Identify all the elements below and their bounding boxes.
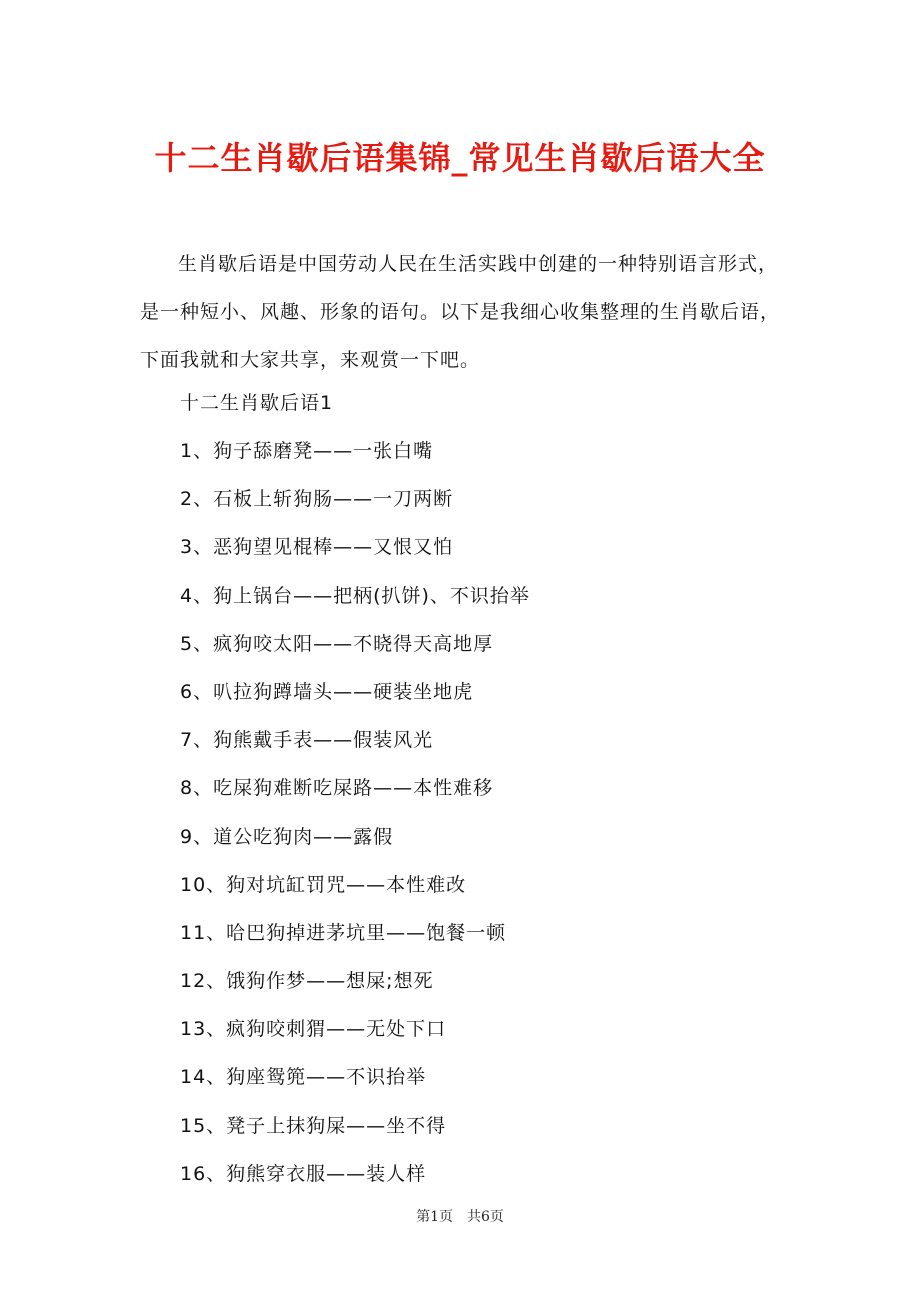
page-number: 第1页 [416, 1209, 453, 1225]
list-item: 8、吃屎狗难断吃屎路——本性难移 [180, 777, 494, 800]
list-item: 4、狗上锅台——把柄(扒饼)、不识抬举 [180, 584, 530, 607]
list-item: 5、疯狗咬太阳——不晓得天高地厚 [180, 632, 494, 655]
list-item: 10、狗对坑缸罚咒——本性难改 [180, 873, 467, 896]
list-item: 11、哈巴狗掉进茅坑里——饱餐一顿 [180, 921, 507, 944]
list-item: 15、凳子上抹狗屎——坐不得 [180, 1114, 447, 1137]
list-item: 3、恶狗望见棍棒——又恨又怕 [180, 536, 454, 559]
section-title: 十二生肖歇后语1 [180, 392, 334, 414]
list-item: 16、狗熊穿衣服——装人样 [180, 1162, 427, 1185]
page-total: 共6页 [467, 1209, 504, 1225]
list-item: 9、道公吃狗肉——露假 [180, 825, 394, 848]
list-item: 13、疯狗咬刺猬——无处下口 [180, 1018, 447, 1041]
list-item: 6、叭拉狗蹲墙头——硬装坐地虎 [180, 680, 474, 703]
list-item: 12、饿狗作梦——想屎;想死 [180, 970, 434, 993]
intro-paragraph: 生肖歇后语是中国劳动人民在生活实践中创建的一种特别语言形式，是一种短小、风趣、形象的语句。以下是我细心收集整理的生肖歇后语，下面我就和大家共享，来观赏一下吧。 [140, 253, 781, 371]
page-footer [0, 1206, 920, 1226]
list-item: 1、狗子舔磨凳——一张白嘴 [180, 440, 434, 462]
idiom-list [180, 436, 530, 1207]
list-item: 2、石板上斩狗肠——一刀两断 [180, 488, 454, 511]
list-item: 14、狗座鸳篼——不识抬举 [180, 1066, 427, 1089]
document-title: 十二生肖歇后语集锦_常见生肖歇后语大全 [154, 139, 766, 178]
list-item: 7、狗熊戴手表——假装风光 [180, 729, 434, 752]
